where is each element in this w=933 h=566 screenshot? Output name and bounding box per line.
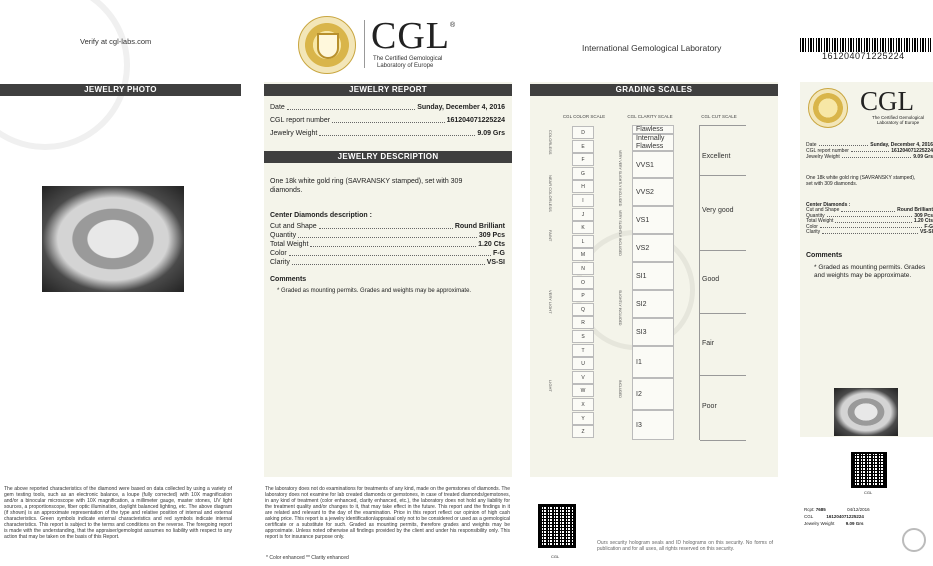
clarity-grade: SI1 (632, 262, 674, 290)
cut-shape-row: Cut and Shape Round Brilliant (270, 223, 505, 230)
cut-divider (700, 125, 746, 126)
clarity-grade: Flawless (632, 125, 674, 134)
color-grade-q: Q (572, 303, 594, 316)
color-grade-w: W (572, 384, 594, 397)
stub-seal-icon (902, 528, 926, 552)
color-grade-d: D (572, 126, 594, 139)
cut-divider (700, 440, 746, 441)
side-center-rows: Cut and Shape Round Brilliant Quantity 309 Pcs Total Weight 1.20 Cts Color F-G Clarity VS-SI (806, 207, 933, 235)
cut-divider (700, 175, 746, 176)
side-report-rows (806, 142, 933, 160)
lab-name: International Gemological Laboratory (582, 43, 722, 53)
clarity-grade: VVS1 (632, 151, 674, 178)
color-group-label: COLORLESS (548, 130, 553, 155)
barcode (800, 38, 931, 52)
clarity-grade: VS2 (632, 234, 674, 262)
watermark-seal-left (0, 0, 130, 150)
cut-grade: Excellent (702, 153, 731, 160)
report-date-value: Sunday, December 4, 2016 (417, 104, 505, 111)
color-scale-title: CGL COLOR SCALE (562, 114, 606, 119)
color-group-label: FAINT (548, 230, 553, 242)
brand-sub-2: Laboratory of Europe (377, 63, 434, 69)
side-brand: CGL (860, 86, 914, 116)
cut-scale-title: CGL CUT SCALE (701, 114, 737, 119)
color-grade-i: I (572, 194, 594, 207)
cut-grade: Good (702, 276, 720, 283)
side-jewelry-photo (834, 388, 898, 436)
color-grade-f: F (572, 153, 594, 166)
verify-text: Verify at cgl-labs.com (80, 37, 152, 46)
color-grade-g: G (572, 167, 594, 180)
clarity-scale-title: CGL CLARITY SCALE (627, 114, 673, 119)
color-row: Color F-G (270, 250, 505, 257)
clarity-group-label: SLIGHTLY INCLUDED (618, 290, 622, 326)
clarity-grade: SI2 (632, 290, 674, 318)
side-brand-sub: The Certified Gemological Laboratory of Europe (871, 115, 925, 125)
clarity-grade: I1 (632, 346, 674, 378)
side-center-title: Center Diamonds : (806, 202, 851, 208)
side-qr-code[interactable] (851, 452, 887, 488)
side-comments-text: * Graded as mounting permits. Grades and weights may be approximate. (814, 264, 926, 279)
side-stub-rows: Rcpt: 7685 04/12/2016 CGL 161204071225224 Jewelry Weight 9.09 Grs (804, 507, 870, 526)
clarity-grade: I2 (632, 378, 674, 410)
side-description-text: One 18k white gold ring (SAVRANSKY stamped), set with 309 diamonds. (806, 175, 916, 187)
color-group-label: VERY LIGHT (548, 290, 553, 314)
color-grade-u: U (572, 357, 594, 370)
jewelry-description-header: JEWELRY DESCRIPTION (264, 151, 512, 163)
clarity-grade: VS1 (632, 206, 674, 234)
report-number-value: 161204071225224 (446, 117, 505, 124)
color-grade-t: T (572, 344, 594, 357)
color-grade-r: R (572, 316, 594, 329)
color-grade-y: Y (572, 412, 594, 425)
comments-text: * Graded as mounting permits. Grades and weights may be approximate. (277, 288, 472, 294)
clarity-grade: SI3 (632, 318, 674, 346)
jewelry-report-header: JEWELRY REPORT (264, 84, 512, 96)
clarity-group-label: INCLUDED (618, 380, 622, 398)
side-comments-title: Comments (806, 252, 843, 259)
color-grade-o: O (572, 276, 594, 289)
side-number-row: CGL report number 161204071225224 (806, 148, 933, 154)
color-grade-s: S (572, 330, 594, 343)
comments-title: Comments (270, 276, 307, 283)
quantity-row: Quantity 309 Pcs (270, 232, 505, 239)
barcode-number: 161204071225224 (822, 51, 905, 61)
clarity-group-label: VERY VERY SLIGHTLY INCLUDED (618, 150, 622, 207)
clarity-row: Clarity VS-SI (270, 259, 505, 266)
color-grade-p: P (572, 289, 594, 302)
report-number-row: CGL report number 161204071225224 (270, 117, 505, 124)
color-grade-e: E (572, 140, 594, 153)
footer-middle-disclaimer: The laboratory does not do examinations for treatments of any kind, made on the gemstones of diamonds. The laboratory does not examine for lab created diamonds or gemstones, in case of treated diamonds/gemstones, in any kind of treatment (color enhanced, clarity enhanced, etc.), the laboratory does not hold any liability for the treatment quality and/or changes to it, that may take effect in the future. This report and the findings in it are related and relevant to the day of the examination. Price in this report reflect our opinion of high cash asking price. This report is a jewelry identification/appraisal only not to be considered or used as a gemological certificate or a substitute for such. Graded as mounting permits, therefore grades and weights may be approximate. Unless noted otherwise all findings provided by the client and under his responsibility only. This report is for insurance purpose only. (265, 486, 510, 540)
color-grade-j: J (572, 208, 594, 221)
cut-axis (699, 125, 700, 440)
cut-grade: Very good (702, 207, 734, 214)
color-grade-k: K (572, 221, 594, 234)
side-weight-row: Jewelry Weight 9.09 Grs (806, 154, 933, 160)
brand-sub-1: The Certified Gemological (373, 56, 443, 62)
footer-middle-note: * Color enhanced ** Clarity enhanced (266, 555, 349, 561)
color-group-label: NEAR COLORLESS (548, 175, 553, 212)
footer-qr-caption: CGL (551, 554, 560, 559)
color-grade-n: N (572, 262, 594, 275)
clarity-grade: I3 (632, 410, 674, 440)
report-rows (270, 103, 505, 138)
footer-left-disclaimer: The above reported characteristics of the diamond were based on data collected by using a variety of gem testing tools, such as an electronic balance, a loupe (fully corrected) with 10X magnification and/or a binocular microscope with 10X magnification, a millimeter gauge, master stones, UV light sources, a proportionscope, fiber optic illumination, daylight balanced lighting, etc. The above diagram (if shown) is an approximate representation of the type and relative position of internal and external characteristics. Green symbols indicate external characteristics and red symbols indicate internal characteristics. This report is subject to the terms and conditions on the reverse. The foregoing report is made with the understanding, that the appraiser/gemologist assumes no liability with respect to any action that may be taken on the basis of this Report. (4, 486, 232, 540)
cgl-seal-logo (298, 16, 356, 74)
center-diamonds-title: Center Diamonds description : (270, 212, 372, 219)
report-weight-row: Jewelry Weight 9.09 Grs (270, 130, 505, 137)
footer-security-text: Ours security hologram seals and ID holograms on this security. No forms of publication and for all uses, all rights reserved on this security. (597, 540, 773, 552)
cut-grade: Poor (702, 403, 717, 410)
cut-grade: Fair (702, 340, 715, 347)
center-diamonds-rows (270, 222, 505, 267)
color-grade-h: H (572, 180, 594, 193)
side-panel (800, 82, 933, 437)
report-weight-value: 9.09 Grs (477, 130, 505, 137)
side-qr-caption: CGL (864, 490, 873, 495)
grading-scales-header: GRADING SCALES (530, 84, 778, 96)
color-grade-m: M (572, 248, 594, 261)
color-grade-v: V (572, 371, 594, 384)
report-date-row: Date Sunday, December 4, 2016 (270, 104, 505, 111)
color-group-label: LIGHT (548, 380, 553, 392)
cut-divider (700, 250, 746, 251)
jewelry-photo (42, 186, 184, 292)
registered-mark: ® (450, 22, 456, 29)
total-weight-row: Total Weight 1.20 Cts (270, 241, 505, 248)
cut-divider (700, 313, 746, 314)
clarity-grade: VVS2 (632, 178, 674, 206)
side-date-row: Date Sunday, December 4, 2016 (806, 142, 933, 148)
color-grade-l: L (572, 235, 594, 248)
side-seal-logo (808, 88, 848, 128)
jewelry-photo-header: JEWELRY PHOTO (0, 84, 241, 96)
color-grade-z: Z (572, 425, 594, 438)
clarity-group-label: VERY SLIGHTLY INCLUDED (618, 210, 622, 256)
cut-divider (700, 375, 746, 376)
color-grade-x: X (572, 398, 594, 411)
clarity-grade: Internally Flawless (632, 134, 674, 151)
brand-name: CGL (371, 15, 450, 57)
footer-qr-code[interactable] (538, 504, 576, 548)
description-text: One 18k white gold ring (SAVRANSKY stamped), set with 309 diamonds. (270, 178, 463, 194)
logo-divider (364, 20, 365, 68)
